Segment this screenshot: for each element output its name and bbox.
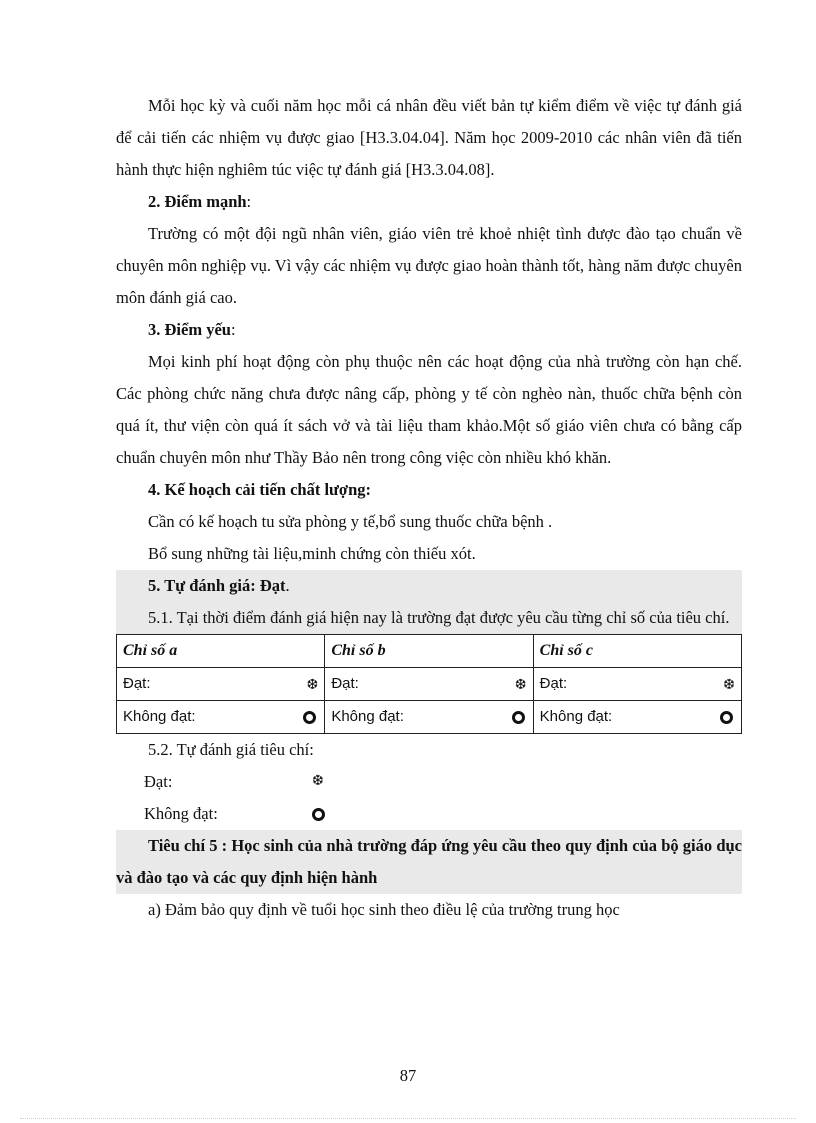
heading-weaknesses [116, 314, 742, 346]
heading-weaknesses-colon: : [230, 320, 236, 339]
paragraph-plan-item-1: Cần có kế hoạch tu sửa phòng y tế,bổ sung thuốc chữa bệnh . [148, 512, 553, 531]
paragraph-student-age: a) Đảm bảo quy định về tuổi học sinh theo điều lệ của trường trung học [148, 900, 620, 919]
index-assessment-table [116, 634, 742, 734]
self-assessment-section [116, 570, 742, 634]
index-b-not-met-cell [325, 701, 533, 734]
heading-strengths [116, 186, 742, 218]
paragraph-self-review: Mỗi học kỳ và cuối năm học mỗi cá nhân đều viết bản tự kiểm điểm về việc tự đánh giá để cải tiến các nhiệm vụ được giao [H3.3.04.04]. Năm học 2009-2010 các nhân viên đã tiến hành thực hiện nghiêm túc việc tự đánh giá [H3.3.04.08]. [116, 96, 742, 179]
snowflake-icon: ❆ [306, 676, 319, 692]
index-header-c: Chỉ số c [533, 635, 741, 668]
heading-strengths-colon: : [246, 192, 252, 211]
heading-weaknesses-label: 3. Điểm yếu [148, 320, 231, 339]
index-table-header-row [117, 635, 742, 668]
met-label: Đạt: [331, 675, 359, 692]
circle-icon [303, 711, 316, 724]
snowflake-icon: ❆ [723, 676, 735, 692]
heading-self-assessment-label: 5. Tự đánh giá: Đạt [148, 576, 286, 595]
index-a-not-met-cell [117, 701, 325, 734]
snowflake-icon: ❆ [312, 774, 324, 789]
met-label: Đạt: [123, 675, 151, 692]
page-bottom-divider [20, 1118, 796, 1119]
paragraph-index-assessment: 5.1. Tại thời điểm đánh giá hiện nay là trường đạt được yêu cầu từng chỉ số của tiêu chí. [148, 608, 730, 627]
paragraph-weaknesses: Mọi kinh phí hoạt động còn phụ thuộc nên các hoạt động của nhà trường còn hạn chế. Các phòng chức năng chưa được nâng cấp, phòng y tế còn nghèo nàn, thuốc chữa bệnh còn quá ít, thư viện còn quá ít sách vở và tài liệu tham khảo.Một số giáo viên chưa có bằng cấp chuẩn chuyên môn như Thầy Bảo nên trong công việc còn nhiều khó khăn. [116, 352, 742, 467]
circle-icon [312, 808, 325, 821]
not-met-label: Không đạt: [331, 708, 404, 725]
index-table-met-row [117, 668, 742, 701]
not-met-label: Không đạt: [123, 708, 196, 725]
index-table-not-met-row [117, 701, 742, 734]
heading-criterion-5: Tiêu chí 5 : Học sinh của nhà trường đáp ứng yêu cầu theo quy định của bộ giáo dục và đào tạo và các quy định hiện hành [116, 830, 742, 894]
index-a-met-cell [117, 668, 325, 701]
index-header-a: Chỉ số a [117, 635, 325, 668]
page-number: 87 [399, 1066, 417, 1085]
circle-icon [720, 711, 733, 724]
heading-self-assessment [116, 570, 742, 602]
not-met-label: Không đạt: [539, 708, 613, 725]
page-body [116, 90, 742, 926]
met-label: Đạt: [539, 675, 568, 692]
heading-self-assessment-period: . [285, 576, 290, 595]
circle-icon [512, 711, 525, 724]
index-c-met-cell [533, 668, 741, 701]
paragraph-criterion-assessment: 5.2. Tự đánh giá tiêu chí: [148, 740, 314, 759]
index-c-not-met-cell [533, 701, 741, 734]
criterion-not-met-row [116, 798, 742, 830]
index-header-b: Chỉ số b [325, 635, 533, 668]
index-b-met-cell [325, 668, 533, 701]
criterion-not-met-label: Không đạt: [144, 804, 218, 823]
heading-strengths-label: 2. Điểm mạnh [148, 192, 247, 211]
criterion-met-label: Đạt: [144, 772, 173, 791]
paragraph-strengths: Trường có một đội ngũ nhân viên, giáo viên trẻ khoẻ nhiệt tình được đào tạo chuẩn về chuyên môn nghiệp vụ. Vì vậy các nhiệm vụ được giao hoàn thành tốt, hàng năm được chuyên môn đánh giá cao. [116, 224, 742, 307]
criterion-met-row [116, 766, 742, 798]
snowflake-icon: ❆ [514, 676, 527, 692]
heading-improvement-plan: 4. Kế hoạch cải tiến chất lượng: [148, 480, 371, 499]
paragraph-plan-item-2: Bổ sung những tài liệu,minh chứng còn thiếu xót. [148, 544, 476, 563]
